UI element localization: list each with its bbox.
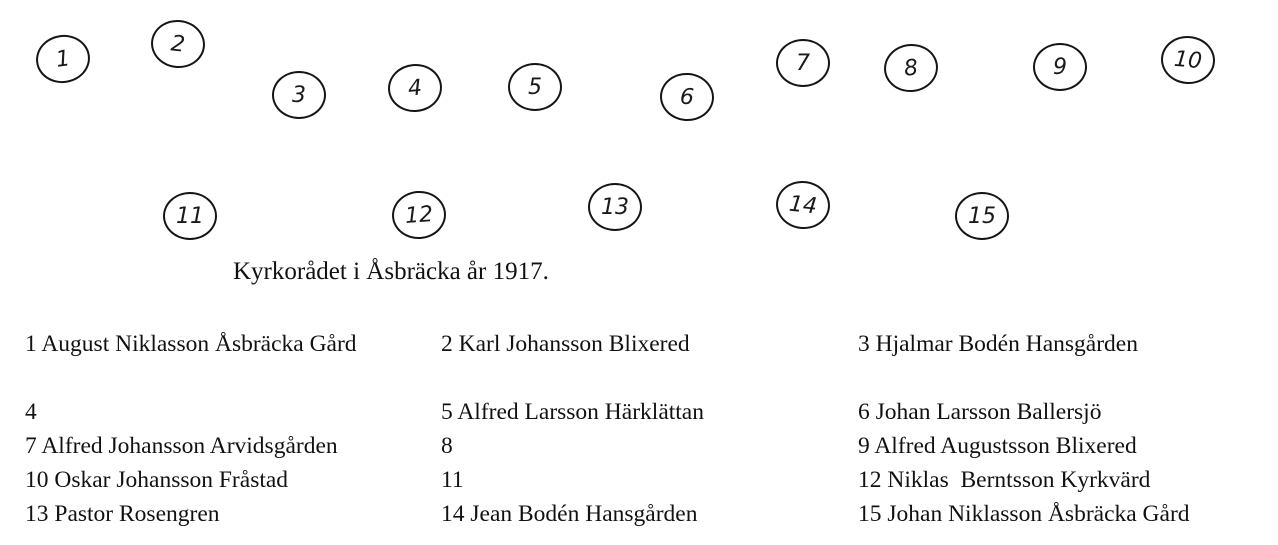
marker-6: 6: [658, 71, 715, 123]
marker-10: 10: [1159, 34, 1217, 87]
entry-14: 14 Jean Bodén Hansgården: [441, 501, 698, 527]
entry-4: 4: [25, 399, 37, 425]
marker-8: 8: [882, 41, 941, 94]
entry-2: 2 Karl Johansson Blixered: [441, 331, 690, 357]
marker-5: 5: [508, 63, 562, 111]
marker-15: 15: [955, 192, 1009, 240]
marker-9: 9: [1033, 43, 1087, 91]
entry-6: 6 Johan Larsson Ballersjö: [858, 399, 1102, 425]
marker-12: 12: [390, 189, 447, 241]
entry-11: 11: [441, 467, 464, 493]
marker-11: 11: [163, 192, 217, 240]
marker-1: 1: [33, 31, 93, 86]
marker-13: 13: [588, 183, 642, 231]
photo-caption: Kyrkorådet i Åsbräcka år 1917.: [233, 258, 549, 285]
entry-15: 15 Johan Niklasson Åsbräcka Gård: [858, 501, 1190, 527]
entry-3: 3 Hjalmar Bodén Hansgården: [858, 331, 1138, 357]
entry-9: 9 Alfred Augustsson Blixered: [858, 433, 1137, 459]
marker-3: 3: [272, 71, 326, 119]
entry-13: 13 Pastor Rosengren: [25, 501, 220, 527]
entry-5: 5 Alfred Larsson Härklättan: [441, 399, 704, 425]
entry-8: 8: [441, 433, 453, 459]
marker-14: 14: [774, 178, 833, 231]
marker-4: 4: [386, 62, 444, 115]
entry-7: 7 Alfred Johansson Arvidsgården: [25, 433, 338, 459]
entry-10: 10 Oskar Johansson Fråstad: [25, 467, 289, 493]
marker-2: 2: [149, 17, 208, 70]
marker-7: 7: [776, 39, 830, 87]
entry-1: 1 August Niklasson Åsbräcka Gård: [25, 331, 357, 357]
entry-12: 12 Niklas Berntsson Kyrkvärd: [858, 467, 1151, 493]
